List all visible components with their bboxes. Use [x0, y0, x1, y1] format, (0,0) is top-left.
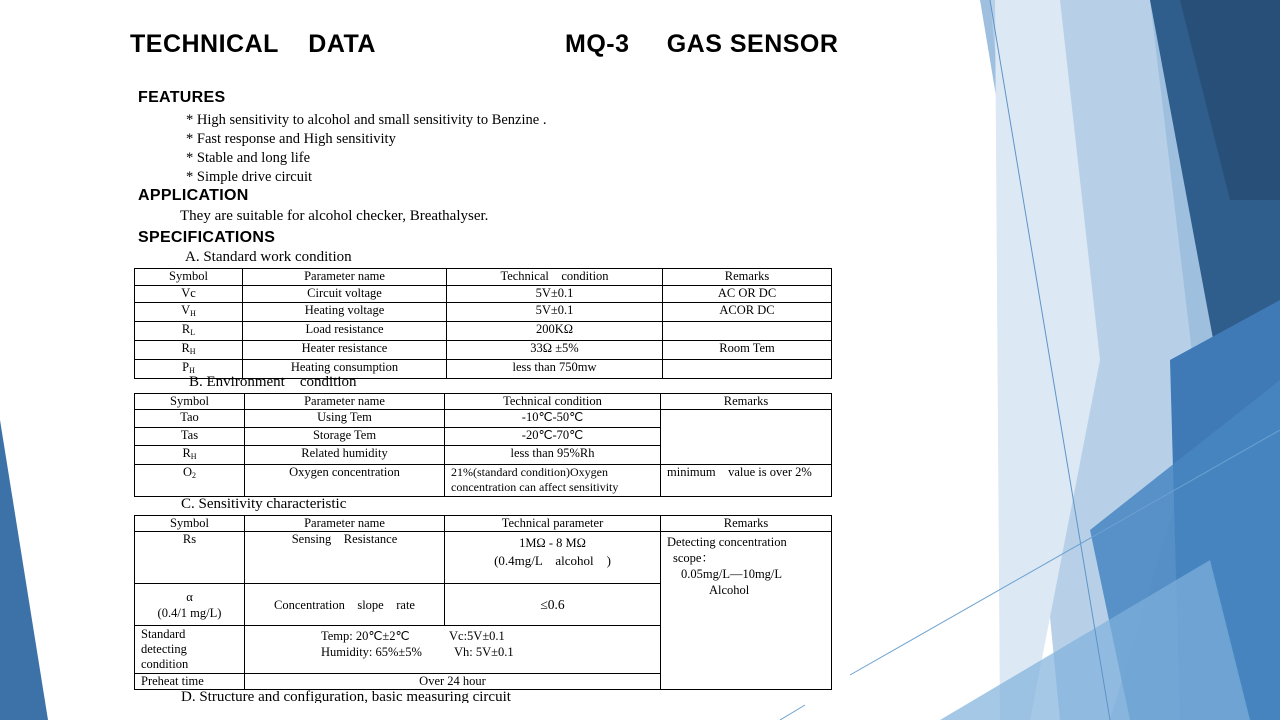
sensitivity-characteristic-table	[134, 515, 832, 690]
symbol-cell: $O_2$	[135, 465, 245, 497]
column-header: Technical parameter	[445, 516, 661, 532]
preheat-value-cell: Over 24 hour	[245, 674, 661, 690]
condition-cell: 21%(standard condition)Oxygen concentration can affect sensitivity	[445, 465, 661, 497]
parameter-cell: Oxygen concentration	[245, 465, 445, 497]
standard-condition-line	[321, 644, 654, 660]
standard-label: detecting	[141, 642, 187, 656]
parameter-cell: Load resistance	[243, 322, 447, 341]
symbol-cell: Preheat time	[135, 674, 245, 690]
condition-cell: -10℃-50℃	[445, 410, 661, 428]
standard-work-condition-table	[134, 268, 832, 379]
parameter-cell: Concentration slope rate	[245, 584, 445, 626]
table-row	[135, 322, 832, 341]
rs-range: 1MΩ - 8 MΩ	[519, 536, 586, 550]
table-header-row	[135, 516, 832, 532]
condition-cell: -20℃-70℃	[445, 428, 661, 446]
symbol-cell: Tao	[135, 410, 245, 428]
parameter-cell: Related humidity	[245, 446, 445, 465]
parameter-cell: Sensing Resistance	[245, 532, 445, 584]
section-d-title: D. Structure and configuration, basic measuring circuit	[181, 689, 511, 703]
column-header: Remarks	[663, 269, 832, 286]
parameter-value-cell: ≤0.6	[445, 584, 661, 626]
column-header: Symbol	[135, 269, 243, 286]
remarks-cell	[663, 322, 832, 341]
column-header: Parameter name	[243, 269, 447, 286]
standard-label: condition	[141, 657, 189, 671]
parameter-value-cell	[445, 532, 661, 584]
parameter-cell: Circuit voltage	[243, 286, 447, 303]
symbol-cell: Rs	[135, 532, 245, 584]
condition-cell: 33Ω ±5%	[447, 341, 663, 360]
symbol-cell: $V_H$	[135, 303, 243, 322]
symbol-cell	[135, 626, 245, 674]
condition-cell: less than 95%Rh	[445, 446, 661, 465]
temp-condition: Temp: 20℃±2℃	[321, 629, 410, 643]
section-d-clip	[181, 689, 541, 703]
standard-condition-line	[321, 628, 654, 644]
feature-item: * Fast response and High sensitivity	[186, 131, 396, 147]
symbol-cell	[135, 584, 245, 626]
standard-condition-cell	[245, 626, 661, 674]
symbol-cell: Tas	[135, 428, 245, 446]
feature-item: * Simple drive circuit	[186, 169, 313, 185]
remarks-cell	[661, 410, 832, 465]
vh-condition: Vh: 5V±0.1	[454, 645, 514, 659]
condition-cell: 200KΩ	[447, 322, 663, 341]
table-row	[135, 410, 832, 428]
feature-item: * Stable and long life	[186, 150, 311, 166]
parameter-cell: Heating consumption	[243, 360, 447, 379]
parameter-cell: Heater resistance	[243, 341, 447, 360]
remarks-cell	[663, 360, 832, 379]
column-header: Symbol	[135, 394, 245, 410]
humidity-condition: Humidity: 65%±5%	[321, 645, 422, 659]
sensor-title: MQ-3 GAS SENSOR	[565, 30, 839, 58]
remarks-cell: minimum value is over 2%	[661, 465, 832, 497]
remarks-line: Alcohol	[709, 583, 750, 597]
condition-cell: 5V±0.1	[447, 286, 663, 303]
alpha-condition: (0.4/1 mg/L)	[157, 605, 222, 620]
parameter-cell: Storage Tem	[245, 428, 445, 446]
symbol-cell: $R_H$	[135, 341, 243, 360]
table-row	[135, 341, 832, 360]
remarks-line: Detecting concentration	[667, 535, 787, 549]
symbol-cell: $R_H$	[135, 446, 245, 465]
column-header: Remarks	[661, 394, 832, 410]
column-header: Symbol	[135, 516, 245, 532]
column-header: Technical condition	[447, 269, 663, 286]
application-text: They are suitable for alcohol checker, Breathalyser.	[180, 208, 489, 224]
table-row	[135, 532, 832, 584]
section-a-title: A. Standard work condition	[185, 249, 352, 265]
table-row	[135, 303, 832, 322]
remarks-cell: AC OR DC	[663, 286, 832, 303]
table-row	[135, 465, 832, 497]
remarks-line: scope：	[673, 551, 714, 565]
vc-condition: Vc:5V±0.1	[449, 629, 505, 643]
technical-data-title: TECHNICAL DATA	[130, 30, 376, 58]
standard-label: Standard	[141, 627, 186, 641]
parameter-cell: Heating voltage	[243, 303, 447, 322]
column-header: Technical condition	[445, 394, 661, 410]
remarks-cell	[661, 532, 832, 690]
application-heading: APPLICATION	[138, 187, 249, 204]
feature-item: * High sensitivity to alcohol and small sensitivity to Benzine .	[186, 112, 547, 128]
column-header: Parameter name	[245, 516, 445, 532]
rs-condition: (0.4mg/L alcohol )	[494, 553, 611, 568]
column-header: Parameter name	[245, 394, 445, 410]
alpha-symbol: α	[186, 589, 193, 604]
parameter-cell: Using Tem	[245, 410, 445, 428]
specifications-heading: SPECIFICATIONS	[138, 229, 276, 246]
table-header-row	[135, 269, 832, 286]
symbol-cell: Vc	[135, 286, 243, 303]
condition-cell: 5V±0.1	[447, 303, 663, 322]
section-c-title: C. Sensitivity characteristic	[181, 496, 347, 512]
section-b-title: B. Environment condition	[189, 374, 357, 390]
environment-condition-table	[134, 393, 832, 497]
table-row	[135, 286, 832, 303]
symbol-cell: $R_L$	[135, 322, 243, 341]
features-heading: FEATURES	[138, 89, 226, 106]
remarks-line: 0.05mg/L—10mg/L	[681, 567, 783, 581]
remarks-cell: ACOR DC	[663, 303, 832, 322]
column-header: Remarks	[661, 516, 832, 532]
features-list	[186, 111, 546, 187]
table-header-row	[135, 394, 832, 410]
symbol-cell: $P_H$	[135, 360, 243, 379]
condition-cell: less than 750mw	[447, 360, 663, 379]
remarks-cell: Room Tem	[663, 341, 832, 360]
